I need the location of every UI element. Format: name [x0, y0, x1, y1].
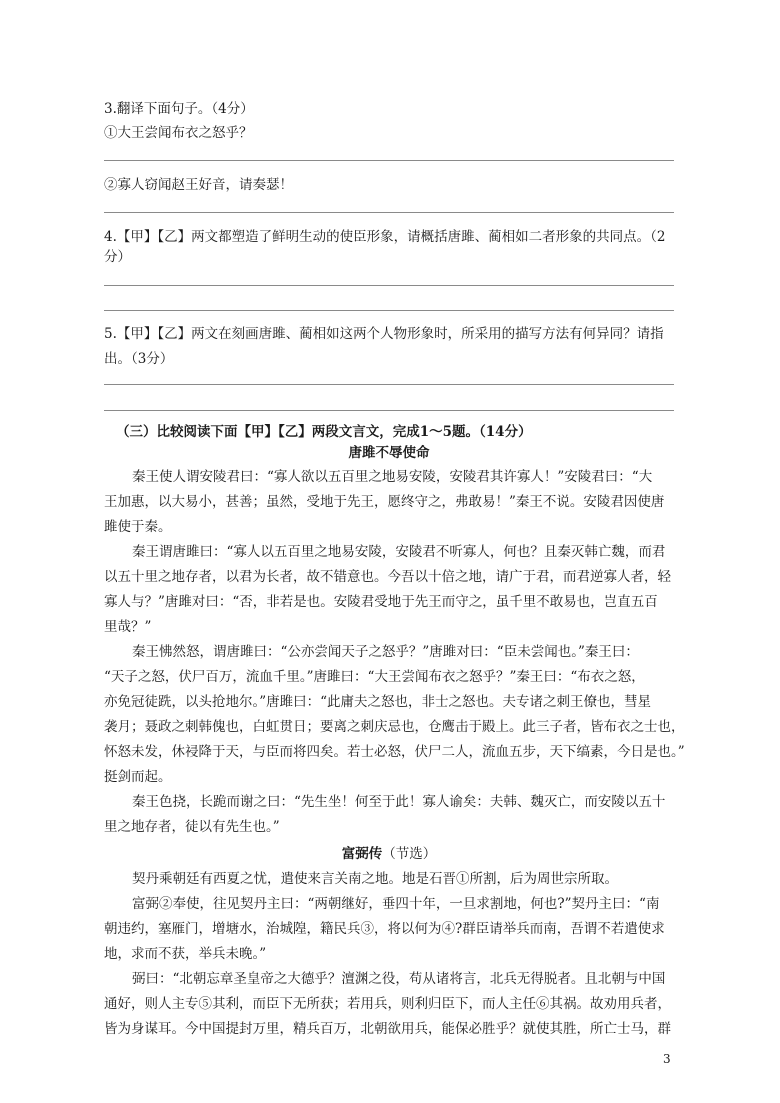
passage-1-line: 秦王谓唐雎曰：“寡人以五百里之地易安陵，安陵君不听寡人，何也？且秦灭韩亡魏，而君: [132, 544, 666, 560]
passage-1-line: 亦免冠徒跣，以头抢地尔。”唐雎曰：“此庸夫之怒也，非士之怒也。夫专诸之刺王僚也，彗星: [104, 694, 652, 710]
passage-1-line: 雎使于秦。: [104, 519, 172, 535]
q4-line-1: 4.【甲】【乙】两文都塑造了鲜明生动的使臣形象，请概括唐雎、蔺相如二者形象的共同点。（2: [104, 229, 666, 245]
passage-1-line: 寡人与？”唐雎对曰：“否，非若是也。安陵君受地于先王而守之，虽千里不敢易也，岂直五百: [104, 594, 658, 610]
passage-1-line: 袭月；聂政之刺韩傀也，白虹贯日；要离之刺庆忌也，仓鹰击于殿上。此三子者，皆布衣之士也，: [104, 719, 685, 735]
q5-line-1: 5.【甲】【乙】两文在刻画唐雎、蔺相如这两个人物形象时，所采用的描写方法有何异同？请指: [104, 326, 664, 342]
passage-2-line: 皆为身谋耳。今中国提封万里，精兵百万，北朝欲用兵，能保必胜乎？就使其胜，所亡士马，群: [104, 1021, 671, 1037]
q3-title: 3.翻译下面句子。（4分）: [104, 101, 254, 117]
passage-1-line: 怀怒未发，休祲降于天，与臣而将四矣。若士必怒，伏尸二人，流血五步，天下缟素，今日是也。”: [104, 744, 685, 760]
answer-line[interactable]: [104, 310, 674, 311]
passage-1-line: 以五十里之地存者，以君为长者，故不错意也。今吾以十倍之地，请广于君，而君逆寡人者，轻: [104, 569, 671, 585]
page-number: 3: [663, 1052, 671, 1066]
passage-1-line: 秦王使人谓安陵君曰：“寡人欲以五百里之地易安陵，安陵君其许寡人！”安陵君曰：“大: [132, 469, 653, 485]
passage-2-line: 地，求而不获，举兵未晚。”: [104, 946, 267, 962]
answer-line[interactable]: [104, 410, 674, 411]
passage-1-line: “天子之怒，伏尸百万，流血千里。”唐雎曰：“大王尝闻布衣之怒乎？”秦王曰：“布衣之怒，: [104, 669, 645, 685]
answer-line[interactable]: [104, 212, 674, 213]
passage-1-line: 挺剑而起。: [104, 769, 172, 785]
section-3-heading: （三）比较阅读下面【甲】【乙】两段文言文，完成1～5题。（14分）: [116, 424, 532, 440]
passage-1-title: 唐雎不辱使命: [348, 445, 430, 461]
answer-line[interactable]: [104, 384, 674, 385]
passage-2-line: 契丹乘朝廷有西夏之忧，遣使来言关南之地。地是石晋①所割，后为周世宗所取。: [132, 871, 618, 887]
passage-1-line: 里之地存者，徒以有先生也。”: [104, 819, 280, 835]
passage-1-line: 王加惠，以大易小，甚善；虽然，受地于先王，愿终守之，弗敢易！”秦王不说。安陵君因使唐: [104, 494, 665, 510]
passage-2-title-note: （节选）: [382, 846, 437, 862]
passage-2-line: 富弼②奉使，往见契丹主曰：“两朝继好，垂四十年，一旦求割地，何也?”契丹主曰：“南: [132, 896, 660, 912]
passage-2-title: 富弼传: [341, 846, 383, 862]
answer-line[interactable]: [104, 285, 674, 286]
passage-1-line: 秦王怫然怒，谓唐雎曰：“公亦尝闻天子之怒乎？”唐雎对曰：“臣未尝闻也。”秦王曰：: [132, 644, 639, 660]
passage-2-title-row: [104, 845, 674, 863]
answer-line[interactable]: [104, 160, 674, 161]
passage-1-line: 里哉？”: [104, 619, 152, 635]
q3-sentence-2: ②寡人窃闻赵王好音，请奏瑟！: [104, 177, 293, 193]
q5-line-2: 出。（3分）: [104, 351, 174, 367]
q4-line-2: 分）: [104, 249, 131, 265]
passage-2-line: 朝违约，塞雁门，增塘水，治城隍，籍民兵③，将以何为④?群臣请举兵而南，吾谓不若遣使求: [104, 921, 665, 937]
passage-1-line: 秦王色挠，长跪而谢之曰：“先生坐！何至于此！寡人谕矣：夫韩、魏灭亡，而安陵以五十: [132, 794, 666, 810]
q3-sentence-1: ①大王尝闻布衣之怒乎？: [104, 125, 253, 141]
passage-2-line: 通好，则人主专⑤其利，而臣下无所获；若用兵，则利归臣下，而人主任⑥其祸。故劝用兵者，: [104, 996, 671, 1012]
passage-2-line: 弼曰：“北朝忘章圣皇帝之大德乎？澶渊之役，苟从诸将言，北兵无得脱者。且北朝与中国: [132, 971, 666, 987]
